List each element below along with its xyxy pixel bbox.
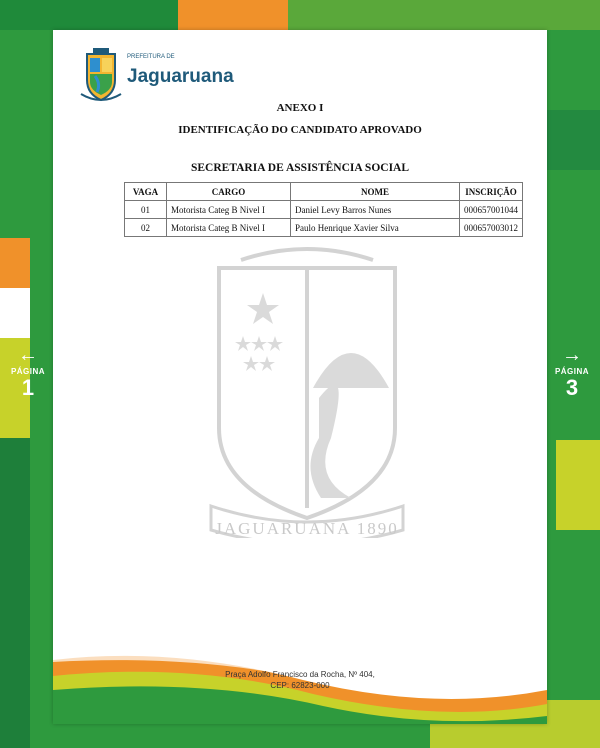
- prev-page-number: 1: [21, 375, 35, 400]
- table-row: [125, 201, 523, 219]
- bg-block: [0, 0, 178, 30]
- bg-block: [547, 110, 600, 170]
- department-title: SECRETARIA DE ASSISTÊNCIA SOCIAL: [190, 162, 410, 174]
- table-cell: 000657001044: [460, 201, 523, 219]
- watermark-crest: [201, 238, 413, 538]
- arrow-left-icon: ←: [18, 344, 38, 366]
- next-page-button[interactable]: [548, 345, 596, 400]
- next-page-label: PÁGINA: [554, 367, 590, 376]
- candidates-table: [124, 182, 523, 237]
- footer-postal-code: CEP: 62823-000: [270, 681, 330, 690]
- table-cell: 02: [125, 219, 167, 237]
- table-cell: 01: [125, 201, 167, 219]
- table-cell: Paulo Henrique Xavier Silva: [291, 219, 460, 237]
- table-row: [125, 219, 523, 237]
- document-page: [53, 30, 547, 724]
- footer-address: Praça Adolfo Francisco da Rocha, Nº 404,: [225, 670, 375, 679]
- column-header: INSCRIÇÃO: [460, 183, 523, 201]
- logo-name: Jaguaruana: [127, 66, 234, 87]
- prev-page-label: PÁGINA: [10, 367, 46, 376]
- table-cell: Daniel Levy Barros Nunes: [291, 201, 460, 219]
- logo-subtitle: PREFEITURA DE: [127, 54, 175, 60]
- bg-block: [0, 238, 30, 288]
- column-header: NOME: [291, 183, 460, 201]
- prev-page-button[interactable]: [4, 345, 52, 400]
- document-subject: IDENTIFICAÇÃO DO CANDIDATO APROVADO: [178, 124, 422, 136]
- city-logo: [79, 48, 279, 108]
- column-header: CARGO: [167, 183, 291, 201]
- table-cell: 000657003012: [460, 219, 523, 237]
- bg-block: [288, 0, 600, 30]
- coat-of-arms-icon: [79, 48, 123, 104]
- annex-title: ANEXO I: [276, 102, 324, 114]
- table-cell: Motorista Categ B Nivel I: [167, 219, 291, 237]
- next-page-number: 3: [565, 375, 579, 400]
- bg-block: [556, 440, 600, 530]
- table-header-row: [125, 183, 523, 201]
- bg-block: [0, 438, 30, 748]
- column-header: VAGA: [125, 183, 167, 201]
- bg-block: [178, 0, 288, 30]
- watermark-text: JAGUARUANA 1890: [215, 519, 399, 538]
- table-cell: Motorista Categ B Nivel I: [167, 201, 291, 219]
- arrow-right-icon: →: [562, 344, 582, 366]
